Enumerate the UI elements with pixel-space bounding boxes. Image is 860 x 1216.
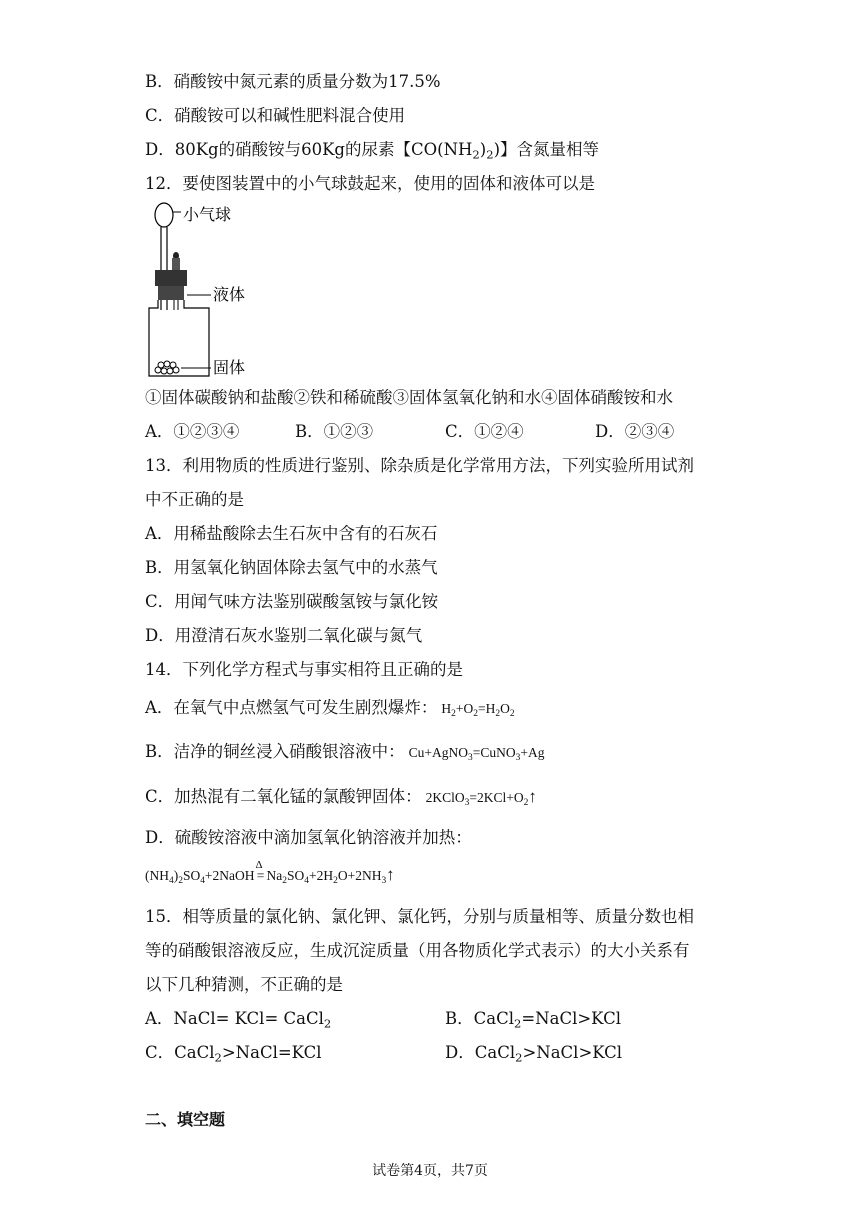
section-title-fill-in: 二、填空题 (145, 1110, 226, 1129)
q14-option-d: D．硫酸铵溶液中滴加氢氧化钠溶液并加热： (145, 828, 472, 847)
q12-items: ①固体碳酸钠和盐酸②铁和稀硫酸③固体氢氧化钠和水④固体硝酸铵和水 (145, 388, 673, 407)
q14-option-b: B．洁净的铜丝浸入硝酸银溶液中： Cu+AgNO$_3$=CuNO$_3$+Ag (145, 742, 545, 763)
q11-option-d: D．80Kg的硝酸铵与60Kg的尿素【$CO(NH_2)_2$)】含氮量相等 (145, 140, 600, 162)
q13-option-d: D．用澄清石灰水鉴别二氧化碳与氮气 (145, 626, 423, 645)
q15-option-a: A．NaCl= KCl= CaCl$_2$ (145, 1009, 332, 1031)
q12-option-c: C．①②④ (445, 422, 524, 441)
q12-option-d: D．②③④ (595, 422, 675, 441)
q15-option-b: B．CaCl$_2$=NaCl>KCl (445, 1009, 621, 1031)
page-footer: 试卷第4页，共7页 (372, 1163, 488, 1179)
label-balloon: 小气球 (183, 205, 232, 224)
q15-option-c: C．CaCl$_2$>NaCl=KCl (145, 1043, 322, 1065)
flask-balloon-diagram (145, 200, 265, 380)
equation-a: $H_2+O_2=H_2O_2$ (441, 701, 515, 719)
q12-option-b: B．①②③ (295, 422, 374, 441)
q13-stem-line2: 中不正确的是 (145, 490, 244, 509)
q12-stem: 12．要使图装置中的小气球鼓起来，使用的固体和液体可以是 (145, 174, 595, 193)
q13-option-a: A．用稀盐酸除去生石灰中含有的石灰石 (145, 524, 438, 543)
q11-option-b: B．硝酸铵中氮元素的质量分数为17.5% (145, 72, 441, 91)
q12-apparatus-figure (145, 200, 265, 384)
q13-option-b: B．用氢氧化钠固体除去氢气中的水蒸气 (145, 558, 438, 577)
q14-stem: 14．下列化学方程式与事实相符且正确的是 (145, 660, 463, 679)
q13-stem-line1: 13．利用物质的性质进行鉴别、除杂质是化学常用方法，下列实验所用试剂 (145, 456, 694, 475)
q15-stem-line2: 等的硝酸银溶液反应，生成沉淀质量（用各物质化学式表示）的大小关系有 (145, 941, 690, 960)
q11-option-c: C．硝酸铵可以和碱性肥料混合使用 (145, 106, 406, 125)
equation-b: Cu+AgNO$_3$=CuNO$_3$+Ag (408, 745, 545, 763)
q15-stem-line3: 以下几种猜测，不正确的是 (145, 975, 343, 994)
q14-option-c: C．加热混有二氧化锰的氯酸钾固体： $2KClO_3=2KCl+O_2↑$ (145, 787, 537, 808)
q14-option-a: A．在氧气中点燃氢气可发生剧烈爆炸： $H_2+O_2=H_2O_2$ (145, 698, 515, 719)
q15-option-d: D．CaCl$_2$>NaCl>KCl (445, 1043, 623, 1065)
label-solid: 固体 (213, 358, 246, 377)
equation-c: $2KClO_3=2KCl+O_2↑$ (425, 787, 537, 808)
q15-stem-line1: 15．相等质量的氯化钠、氯化钾、氯化钙，分别与质量相等、质量分数也相 (145, 907, 694, 926)
q12-option-a: A．①②③④ (145, 422, 240, 441)
equation-d: $(NH_4)_2SO_4+2NaOH$ = Δ $Na_2SO_4+2H_2O+2NH_3↑$ (145, 868, 395, 883)
label-liquid: 液体 (213, 285, 246, 304)
delta-symbol: Δ (255, 859, 263, 871)
q13-option-c: C．用闻气味方法鉴别碳酸氢铵与氯化铵 (145, 592, 439, 611)
q14-equation-d-line (145, 859, 395, 887)
